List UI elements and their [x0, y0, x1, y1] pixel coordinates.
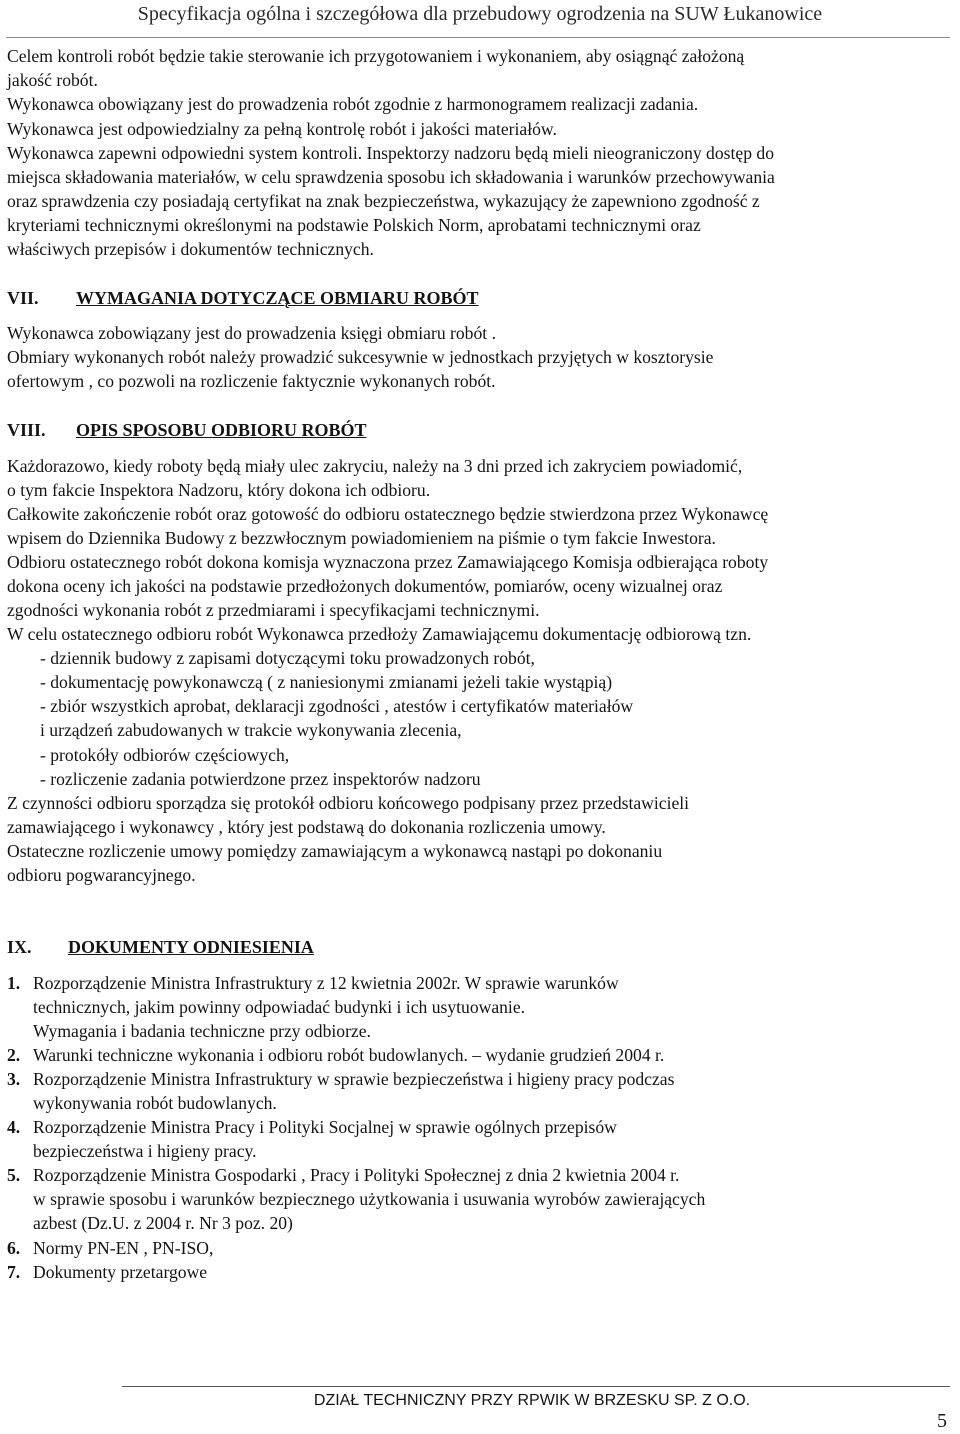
section-8-line: wpisem do Dziennika Budowy z bezzwłocznym powiadomieniem na piśmie o tym fakcie Inwestora. [7, 528, 716, 548]
section-8-line: Ostateczne rozliczenie umowy pomiędzy zamawiającym a wykonawcą nastąpi po dokonaniu [7, 841, 663, 861]
list-item: - protokóły odbiorów częściowych, [40, 745, 290, 765]
reference-text: azbest (Dz.U. z 2004 r. Nr 3 poz. 20) [33, 1213, 293, 1233]
footer-text: DZIAŁ TECHNICZNY PRZY RPWIK W BRZESKU SP. Z O.O. [313, 1392, 751, 1409]
reference-text: technicznych, jakim powinny odpowiadać budynki i ich usytuowanie. [33, 997, 526, 1017]
page-number: 5 [937, 1410, 947, 1432]
reference-text: Rozporządzenie Ministra Gospodarki , Pracy i Polityki Społecznej z dnia 2 kwietnia 2004 r. [33, 1165, 680, 1185]
section-8-title: OPIS SPOSOBU ODBIORU ROBÓT [76, 420, 367, 440]
reference-text: w sprawie sposobu i warunków bezpiecznego użytkowania i usuwania wyrobów zawierających [33, 1189, 706, 1209]
intro-line: oraz sprawdzenia czy posiadają certyfikat na znak bezpieczeństwa, wykazujący że zapewniono zgodność z [7, 191, 760, 211]
reference-number: 2. [7, 1045, 21, 1065]
section-8-line: Całkowite zakończenie robót oraz gotowość do odbioru ostatecznego będzie stwierdzona przez Wykonawcę [7, 504, 769, 524]
page-header-title: Specyfikacja ogólna i szczegółowa dla przebudowy ogrodzenia na SUW Łukanowice [137, 3, 823, 25]
reference-text: Rozporządzenie Ministra Pracy i Polityki Socjalnej w sprawie ogólnych przepisów [33, 1117, 617, 1137]
intro-line: kryteriami technicznymi określonymi na podstawie Polskich Norm, aprobatami technicznymi oraz [7, 215, 701, 235]
section-7-line: Wykonawca zobowiązany jest do prowadzenia księgi obmiaru robót . [7, 323, 496, 343]
reference-text: Rozporządzenie Ministra Infrastruktury z 12 kwietnia 2002r. W sprawie warunków [33, 973, 619, 993]
intro-line: miejsca składowania materiałów, w celu sprawdzenia sposobu ich składowania i warunków przechowywania [7, 167, 775, 187]
section-7-line: ofertowym , co pozwoli na rozliczenie faktycznie wykonanych robót. [7, 371, 496, 391]
section-7-line: Obmiary wykonanych robót należy prowadzić sukcesywnie w jednostkach przyjętych w kosztorysie [7, 347, 714, 367]
reference-text: Normy PN-EN , PN-ISO, [33, 1238, 214, 1258]
header-divider [6, 37, 950, 38]
reference-text: Warunki techniczne wykonania i odbioru robót budowlanych. – wydanie grudzień 2004 r. [33, 1045, 665, 1065]
reference-number: 4. [7, 1117, 21, 1137]
section-8-line: zgodności wykonania robót z przedmiarami i specyfikacjami technicznymi. [7, 600, 540, 620]
reference-text: Dokumenty przetargowe [33, 1262, 208, 1282]
reference-number: 5. [7, 1165, 21, 1185]
list-item: - dokumentację powykonawczą ( z naniesionymi zmianami jeżeli takie wystąpią) [40, 672, 613, 692]
reference-text: bezpieczeństwa i higieny pracy. [33, 1141, 257, 1161]
list-item: - zbiór wszystkich aprobat, deklaracji zgodności , atestów i certyfikatów materiałów [40, 696, 634, 716]
footer-divider [122, 1386, 950, 1387]
section-8-number: VIII. [7, 420, 46, 440]
reference-number: 3. [7, 1069, 21, 1089]
reference-number: 1. [7, 973, 21, 993]
section-8-line: o tym fakcie Inspektora Nadzoru, który dokona ich odbioru. [7, 480, 431, 500]
intro-line: jakość robót. [7, 70, 98, 90]
intro-line: Wykonawca jest odpowiedzialny za pełną kontrolę robót i jakości materiałów. [7, 119, 557, 139]
reference-text: Rozporządzenie Ministra Infrastruktury w sprawie bezpieczeństwa i higieny pracy podczas [33, 1069, 675, 1089]
list-item: i urządzeń zabudowanych w trakcie wykonywania zlecenia, [40, 720, 462, 740]
intro-line: Wykonawca zapewni odpowiedni system kontroli. Inspektorzy nadzoru będą mieli nieograniczony dostęp do [7, 143, 774, 163]
section-9-title: DOKUMENTY ODNIESIENIA [68, 937, 314, 957]
reference-text: wykonywania robót budowlanych. [33, 1093, 277, 1113]
section-7-number: VII. [7, 288, 39, 308]
reference-number: 6. [7, 1238, 21, 1258]
section-9-number: IX. [7, 937, 32, 957]
list-item: - rozliczenie zadania potwierdzone przez inspektorów nadzoru [40, 769, 481, 789]
section-8-line: W celu ostatecznego odbioru robót Wykonawca przedłoży Zamawiającemu dokumentację odbiorową tzn. [7, 624, 752, 644]
section-8-line: Z czynności odbioru sporządza się protokół odbioru końcowego podpisany przez przedstawicieli [7, 793, 690, 813]
section-8-line: odbioru pogwarancyjnego. [7, 865, 196, 885]
section-8-line: dokona oceny ich jakości na podstawie przedłożonych dokumentów, pomiarów, oceny wizualnej oraz [7, 576, 723, 596]
reference-text: Wymagania i badania techniczne przy odbiorze. [33, 1021, 371, 1041]
list-item: - dziennik budowy z zapisami dotyczącymi toku prowadzonych robót, [40, 648, 535, 668]
section-8-line: zamawiającego i wykonawcy , który jest podstawą do dokonania rozliczenia umowy. [7, 817, 606, 837]
intro-line: Celem kontroli robót będzie takie sterowanie ich przygotowaniem i wykonaniem, aby osiągnąć założoną [7, 46, 745, 66]
intro-line: właściwych przepisów i dokumentów technicznych. [7, 239, 374, 259]
section-7-title: WYMAGANIA DOTYCZĄCE OBMIARU ROBÓT [76, 288, 479, 308]
intro-line: Wykonawca obowiązany jest do prowadzenia robót zgodnie z harmonogramem realizacji zadania. [7, 94, 699, 114]
section-8-line: Każdorazowo, kiedy roboty będą miały ulec zakryciu, należy na 3 dni przed ich zakryciem powiadomić, [7, 456, 743, 476]
section-8-line: Odbioru ostatecznego robót dokona komisja wyznaczona przez Zamawiającego Komisja odbierająca roboty [7, 552, 769, 572]
reference-number: 7. [7, 1262, 21, 1282]
